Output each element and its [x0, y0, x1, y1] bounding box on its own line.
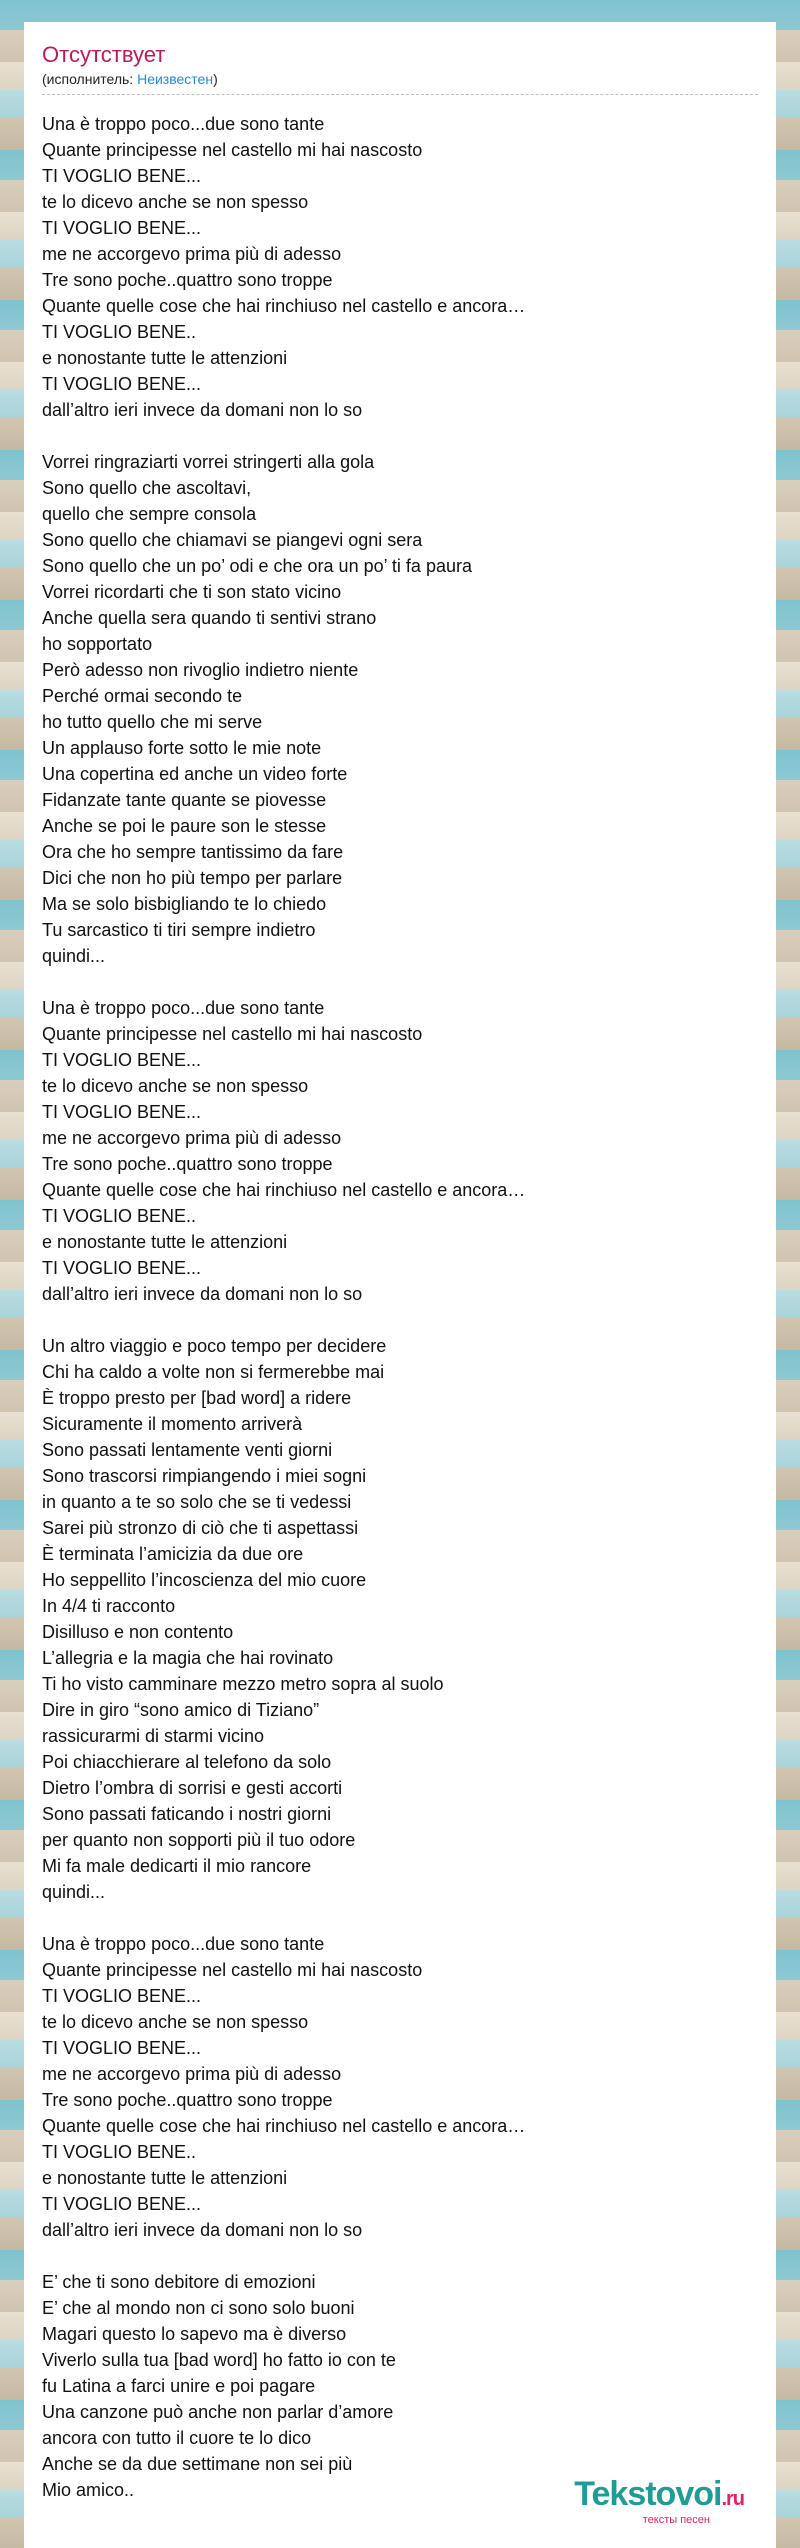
lyric-line: dall’altro ieri invece da domani non lo so	[42, 2220, 363, 2240]
lyric-line: Sono quello che chiamavi se piangevi ogni sera	[42, 530, 423, 550]
lyric-line: fu Latina a farci unire e poi pagare	[42, 2376, 316, 2396]
lyric-line: Una è troppo poco...due sono tante	[42, 114, 325, 134]
lyric-line: TI VOGLIO BENE..	[42, 1206, 197, 1226]
lyric-line: ho tutto quello che mi serve	[42, 712, 263, 732]
lyric-line: TI VOGLIO BENE...	[42, 374, 202, 394]
lyric-line: TI VOGLIO BENE..	[42, 322, 197, 342]
lyric-line: dall’altro ieri invece da domani non lo so	[42, 1284, 363, 1304]
performer-prefix: (исполнитель:	[42, 71, 138, 87]
lyric-line: Dire in giro “sono amico di Tiziano”	[42, 1700, 320, 1720]
lyric-line: Una è troppo poco...due sono tante	[42, 998, 325, 1018]
lyric-line: Sono trascorsi rimpiangendo i miei sogni	[42, 1466, 367, 1486]
lyric-line: Vorrei ricordarti che ti son stato vicino	[42, 582, 342, 602]
lyric-line: In 4/4 ti racconto	[42, 1596, 176, 1616]
lyrics-stanza	[42, 111, 758, 423]
lyric-line: Anche se poi le paure son le stesse	[42, 816, 327, 836]
lyric-line: TI VOGLIO BENE..	[42, 2142, 197, 2162]
lyric-line: Fidanzate tante quante se piovesse	[42, 790, 327, 810]
lyric-line: Sicuramente il momento arriverà	[42, 1414, 303, 1434]
lyric-line: Ora che ho sempre tantissimo da fare	[42, 842, 344, 862]
lyric-line: quindi...	[42, 1882, 106, 1902]
lyrics-stanza	[42, 449, 758, 969]
logo-tld: .ru	[721, 2488, 744, 2510]
lyric-line: Vorrei ringraziarti vorrei stringerti alla gola	[42, 452, 375, 472]
lyrics-body	[42, 111, 758, 2503]
lyric-line: Quante principesse nel castello mi hai nascosto	[42, 1960, 423, 1980]
performer-suffix: )	[213, 71, 218, 87]
lyric-line: È troppo presto per [bad word] a ridere	[42, 1388, 352, 1408]
lyric-line: Quante quelle cose che hai rinchiuso nel castello e ancora…	[42, 296, 526, 316]
lyric-line: Anche se da due settimane non sei più	[42, 2454, 353, 2474]
lyric-line: Tre sono poche..quattro sono troppe	[42, 270, 333, 290]
lyric-line: TI VOGLIO BENE...	[42, 218, 202, 238]
logo-wordmark	[574, 2477, 744, 2516]
lyric-line: Quante quelle cose che hai rinchiuso nel castello e ancora…	[42, 1180, 526, 1200]
lyrics-stanza	[42, 995, 758, 1307]
lyric-line: Sono passati faticando i nostri giorni	[42, 1804, 332, 1824]
lyric-line: TI VOGLIO BENE...	[42, 2038, 202, 2058]
lyric-line: rassicurarmi di starmi vicino	[42, 1726, 265, 1746]
lyric-line: E’ che al mondo non ci sono solo buoni	[42, 2298, 355, 2318]
lyric-line: TI VOGLIO BENE...	[42, 1102, 202, 1122]
lyric-line: Sono quello che un po’ odi e che ora un po’ ti fa paura	[42, 556, 472, 576]
lyric-line: Tre sono poche..quattro sono troppe	[42, 2090, 333, 2110]
lyric-line: Mi fa male dedicarti il mio rancore	[42, 1856, 312, 1876]
lyric-line: Sono passati lentamente venti giorni	[42, 1440, 333, 1460]
lyric-line: me ne accorgevo prima più di adesso	[42, 1128, 342, 1148]
lyric-line: È terminata l’amicizia da due ore	[42, 1544, 304, 1564]
lyric-line: TI VOGLIO BENE...	[42, 2194, 202, 2214]
logo-tagline: тексты песен	[642, 2514, 710, 2526]
lyric-line: Sarei più stronzo di ciò che ti aspettassi	[42, 1518, 359, 1538]
song-title: Отсутствует	[42, 42, 166, 67]
lyric-line: L’allegria e la magia che hai rovinato	[42, 1648, 334, 1668]
lyric-line: TI VOGLIO BENE...	[42, 1050, 202, 1070]
lyric-line: Perché ormai secondo te	[42, 686, 243, 706]
lyric-line: te lo dicevo anche se non spesso	[42, 1076, 309, 1096]
lyric-line: quello che sempre consola	[42, 504, 257, 524]
lyric-line: e nonostante tutte le attenzioni	[42, 1232, 288, 1252]
lyric-line: Ti ho visto camminare mezzo metro sopra al suolo	[42, 1674, 444, 1694]
site-logo[interactable]	[574, 2477, 744, 2526]
lyric-line: Un altro viaggio e poco tempo per decidere	[42, 1336, 387, 1356]
lyric-line: ancora con tutto il cuore te lo dico	[42, 2428, 312, 2448]
lyric-line: Tre sono poche..quattro sono troppe	[42, 1154, 333, 1174]
lyric-line: Una è troppo poco...due sono tante	[42, 1934, 325, 1954]
lyric-line: e nonostante tutte le attenzioni	[42, 348, 288, 368]
lyric-line: Mio amico..	[42, 2480, 135, 2500]
lyric-line: me ne accorgevo prima più di adesso	[42, 2064, 342, 2084]
lyric-line: Una canzone può anche non parlar d’amore	[42, 2402, 394, 2422]
lyric-line: Magari questo lo sapevo ma è diverso	[42, 2324, 347, 2344]
lyrics-stanza	[42, 2269, 758, 2503]
lyric-line: in quanto a te so solo che se ti vedessi	[42, 1492, 352, 1512]
lyric-line: TI VOGLIO BENE...	[42, 1986, 202, 2006]
lyric-line: me ne accorgevo prima più di adesso	[42, 244, 342, 264]
lyric-line: Tu sarcastico ti tiri sempre indietro	[42, 920, 316, 940]
performer-line	[42, 70, 758, 95]
lyric-line: per quanto non sopporti più il tuo odore	[42, 1830, 356, 1850]
lyric-line: Quante principesse nel castello mi hai nascosto	[42, 1024, 423, 1044]
lyric-line: Però adesso non rivoglio indietro niente	[42, 660, 359, 680]
lyrics-stanza	[42, 1333, 758, 1905]
lyric-line: Quante quelle cose che hai rinchiuso nel castello e ancora…	[42, 2116, 526, 2136]
lyric-line: Ma se solo bisbigliando te lo chiedo	[42, 894, 327, 914]
lyric-line: E’ che ti sono debitore di emozioni	[42, 2272, 316, 2292]
lyric-line: Disilluso e non contento	[42, 1622, 234, 1642]
lyric-line: Ho seppellito l’incoscienza del mio cuore	[42, 1570, 367, 1590]
lyric-line: TI VOGLIO BENE...	[42, 1258, 202, 1278]
lyric-line: dall’altro ieri invece da domani non lo so	[42, 400, 363, 420]
lyric-line: Dietro l’ombra di sorrisi e gesti accorti	[42, 1778, 343, 1798]
lyric-line: Dici che non ho più tempo per parlare	[42, 868, 343, 888]
performer-link[interactable]: Неизвестен	[137, 71, 214, 87]
lyric-line: Quante principesse nel castello mi hai nascosto	[42, 140, 423, 160]
lyric-line: ho sopportato	[42, 634, 153, 654]
lyric-line: quindi...	[42, 946, 106, 966]
lyric-line: Viverlo sulla tua [bad word] ho fatto io con te	[42, 2350, 396, 2370]
lyrics-stanza	[42, 1931, 758, 2243]
lyric-line: Una copertina ed anche un video forte	[42, 764, 348, 784]
lyric-line: Poi chiacchierare al telefono da solo	[42, 1752, 332, 1772]
lyric-line: TI VOGLIO BENE...	[42, 166, 202, 186]
lyric-line: te lo dicevo anche se non spesso	[42, 2012, 309, 2032]
logo-name: Tekstovoi	[574, 2475, 722, 2513]
lyric-line: Anche quella sera quando ti sentivi strano	[42, 608, 377, 628]
lyric-line: e nonostante tutte le attenzioni	[42, 2168, 288, 2188]
lyric-line: Sono quello che ascoltavi,	[42, 478, 252, 498]
lyric-line: Chi ha caldo a volte non si fermerebbe mai	[42, 1362, 385, 1382]
lyrics-card	[24, 22, 776, 2548]
lyric-line: te lo dicevo anche se non spesso	[42, 192, 309, 212]
lyric-line: Un applauso forte sotto le mie note	[42, 738, 322, 758]
